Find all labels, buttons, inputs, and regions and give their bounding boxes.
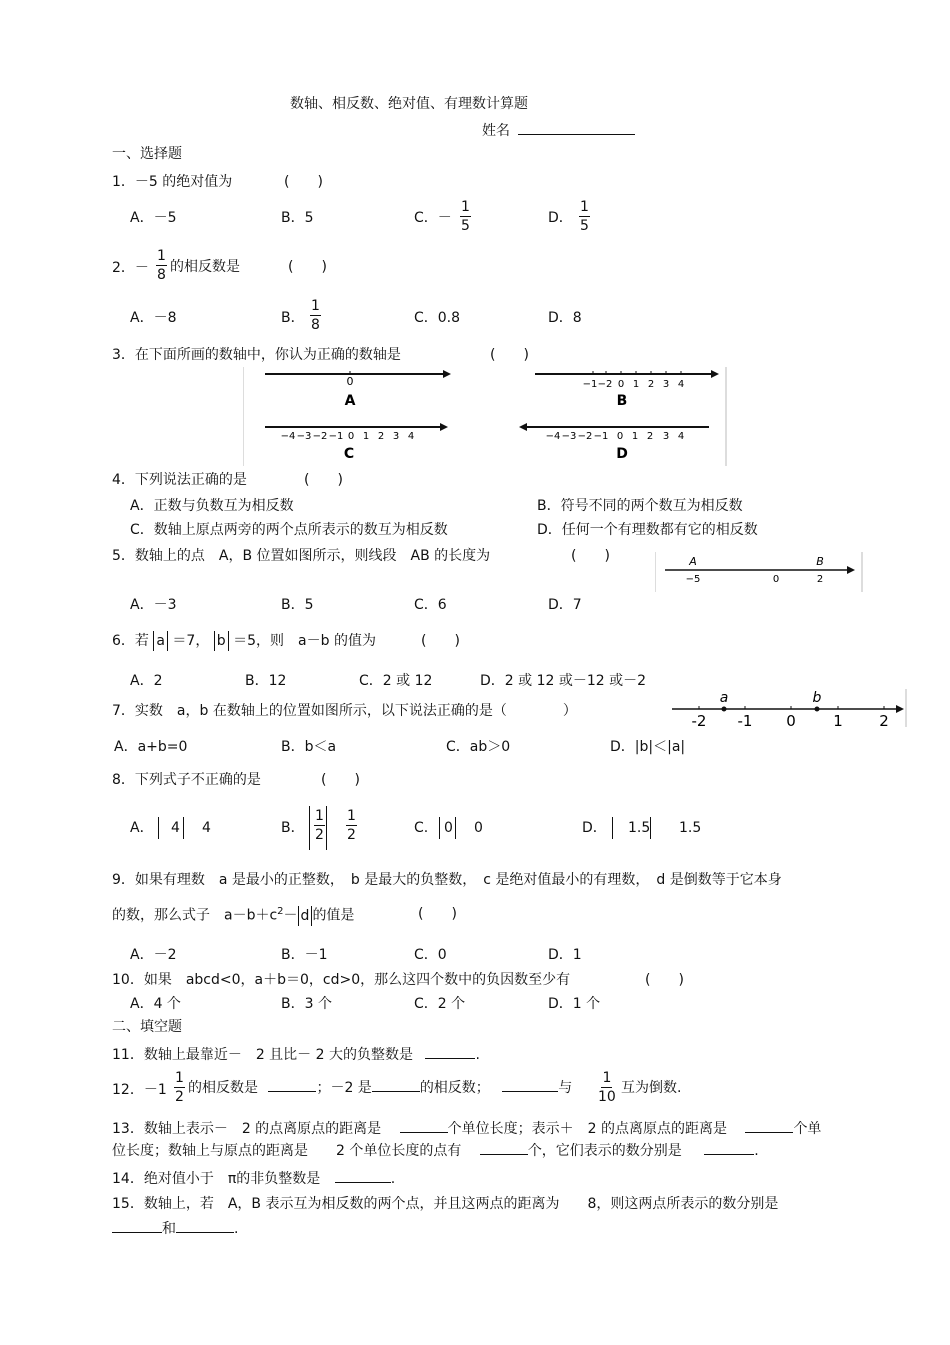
axis-c-letter: C: [343, 446, 355, 462]
q13-text: 个单位长度；表示＋ 2 的点离原点的距离是: [447, 1121, 727, 1137]
fraction-denominator: 5: [461, 218, 470, 234]
fraction-numerator: 1: [311, 298, 320, 314]
abs-bars: [153, 631, 168, 651]
q6-option-a: A．2: [130, 673, 163, 689]
q13-line1: [112, 1122, 821, 1136]
q14-stem: [112, 1172, 395, 1186]
axis-d-label: −2: [577, 431, 593, 442]
abs-bar: [650, 817, 651, 839]
q10-paren: ( ): [645, 972, 684, 988]
fraction-denominator: 8: [311, 317, 320, 333]
q5-paren: ( ): [571, 548, 610, 564]
abs-bar: [183, 817, 184, 839]
fraction-denominator: 8: [157, 267, 166, 283]
q13-blank-2[interactable]: [745, 1132, 793, 1133]
q12-fraction-2: [598, 1071, 616, 1104]
axis-c-label: 0: [347, 431, 355, 442]
axis-b-letter: B: [616, 393, 628, 409]
axis-c-label: 1: [362, 431, 370, 442]
name-label: [482, 124, 635, 138]
q6-var-b: b: [216, 633, 226, 649]
q6-option-d: D．2 或 12 或－12 或－2: [480, 673, 647, 689]
q11-blank[interactable]: [425, 1058, 475, 1059]
axis-c-label: −3: [296, 431, 312, 442]
axis-d-letter: D: [616, 446, 628, 462]
axis-c-label: 2: [377, 431, 385, 442]
tick-label: 2: [879, 712, 889, 727]
tick-label: 0: [772, 574, 780, 585]
q13-text: .: [754, 1143, 759, 1159]
q7-option-b: B．b＜a: [281, 739, 337, 755]
axis-b: [535, 370, 719, 378]
point-a-label: A: [689, 555, 697, 568]
tick-label: −5: [685, 574, 701, 585]
axis-b-label: −1: [582, 379, 598, 390]
axis-c-label: 3: [392, 431, 400, 442]
q8-option-b-fraction: [346, 809, 357, 842]
q2-option-c: C．0.8: [414, 310, 461, 326]
fraction-denominator: 5: [580, 218, 589, 234]
axis-c-label: −1: [328, 431, 344, 442]
q8-option-b-label: B．: [281, 820, 305, 836]
q3-number-lines-figure: [243, 367, 727, 466]
q4-option-c: C．数轴上原点两旁的两个点所表示的数互为相反数: [130, 522, 448, 538]
q10-option-a: A．4 个: [130, 996, 181, 1012]
q1-option-d: D．: [548, 210, 573, 226]
tick-label: 1: [833, 712, 843, 727]
q5-option-a: A．－3: [130, 597, 177, 613]
axis-d-label: 2: [646, 431, 654, 442]
q2-option-b: B．: [281, 310, 305, 326]
fraction-numerator: 1: [580, 199, 589, 215]
q9-option-c: C．0: [414, 947, 447, 963]
axis-c: [265, 423, 448, 431]
q13-text: 个单: [793, 1121, 822, 1137]
q3-paren: ( ): [490, 347, 529, 363]
fraction-denominator: 10: [598, 1089, 616, 1105]
abs-bar: [439, 817, 440, 839]
tick-label: 2: [816, 574, 824, 585]
q4-paren: ( ): [304, 472, 343, 488]
fraction-numerator: 1: [602, 1070, 612, 1086]
q5-stem: 5．数轴上的点 A，B 位置如图所示，则线段 AB 的长度为: [112, 548, 491, 564]
axis-d-label: 3: [662, 431, 670, 442]
q12-blank-2[interactable]: [372, 1091, 420, 1092]
q8-option-a-label: A．: [130, 820, 154, 836]
q13-line2: [112, 1144, 759, 1158]
q13-text: 13．数轴上表示－ 2 的点离原点的距离是: [112, 1121, 382, 1137]
axis-a: [265, 370, 451, 378]
abs-bar: [309, 806, 310, 850]
q8-paren: ( ): [321, 772, 360, 788]
abs-bars: [298, 906, 313, 926]
q6-stem: [112, 634, 376, 648]
q6-text: 6．若: [112, 633, 149, 649]
q2-option-b-fraction: [310, 299, 321, 332]
name-label-text: 姓名: [482, 123, 510, 139]
q4-option-d: D．任何一个有理数都有它的相反数: [537, 522, 758, 538]
q9-stem-line2: [112, 907, 354, 923]
q10-stem: 10．如果 abcd<0，a＋b＝0，cd>0，那么这四个数中的负因数至少有: [112, 972, 571, 988]
fraction-numerator: 1: [175, 1070, 184, 1086]
q9-option-d: D．1: [548, 947, 582, 963]
q3-stem: 3．在下面所画的数轴中，你认为正确的数轴是: [112, 347, 401, 363]
q12-end: 互为倒数.: [621, 1080, 682, 1096]
q1-option-c-fraction: [460, 200, 471, 233]
q9-text: －: [283, 907, 298, 924]
q5-number-line-figure: [655, 552, 863, 592]
tick-label: -2: [691, 712, 707, 727]
axis-d-label: −1: [593, 431, 609, 442]
q8-option-c-label: C.: [414, 820, 429, 836]
q7-option-c: C．ab＞0: [446, 739, 511, 755]
q13-text: 个，它们表示的数分别是: [527, 1143, 682, 1159]
q8-option-b-fraction-inner: [314, 809, 325, 842]
q12-stem: [188, 1081, 572, 1095]
q9-paren: ( ): [418, 906, 457, 922]
q12-prefix: 12．－1: [112, 1082, 167, 1098]
tick-label: 0: [786, 712, 796, 727]
q15-line2: [112, 1222, 238, 1236]
q15-end: .: [234, 1221, 239, 1237]
q13-blank-3[interactable]: [480, 1154, 528, 1155]
axis-b-label: 3: [662, 379, 670, 390]
q1-option-b: B．5: [281, 210, 314, 226]
axis-c-label: −4: [280, 431, 296, 442]
q13-blank-1[interactable]: [400, 1132, 448, 1133]
q11-end: .: [475, 1047, 480, 1063]
fraction-numerator: 1: [347, 808, 356, 824]
q12-text: 的相反数；: [419, 1080, 490, 1096]
q2-stem-prefix: 2．－: [112, 260, 149, 276]
q15-line1: 15．数轴上，若 A，B 表示互为相反数的两个点，并且这两点的距离为 8，则这两点所表示的数分别是: [112, 1196, 779, 1212]
q8-option-a-inner: 4: [171, 820, 180, 836]
q7-stem: 7．实数 a，b 在数轴上的位置如图所示，以下说法正确的是（ ）: [112, 703, 577, 719]
q7-option-a: A．a+b=0: [114, 739, 188, 755]
abs-bar: [158, 817, 159, 839]
axis-d-label: 4: [677, 431, 685, 442]
q15-text: 和: [162, 1221, 176, 1237]
fraction-numerator: 1: [315, 808, 324, 824]
abs-bar: [455, 817, 456, 839]
q14-blank[interactable]: [335, 1182, 391, 1183]
fraction-denominator: 2: [315, 827, 324, 843]
axis-a-label: 0: [346, 375, 354, 388]
axis-b-label: −2: [597, 379, 613, 390]
q8-option-a-value: 4: [202, 820, 211, 836]
q2-fraction: [156, 249, 167, 282]
q2-option-d: D．8: [548, 310, 582, 326]
q9-stem-line1: 9．如果有理数 a 是最小的正整数， b 是最大的负整数， c 是绝对值最小的有理数， d 是倒数等于它本身: [112, 872, 782, 888]
q13-blank-4[interactable]: [704, 1154, 754, 1155]
axis-b-label: 1: [632, 379, 640, 390]
q8-option-d-value: 1.5: [679, 820, 702, 836]
axis-c-label: 4: [407, 431, 415, 442]
fraction-denominator: 2: [175, 1089, 184, 1105]
q6-text: ＝5，则 a－b 的值为: [233, 633, 376, 649]
q10-option-b: B．3 个: [281, 996, 332, 1012]
fraction-numerator: 1: [157, 248, 166, 264]
fraction-denominator: 2: [347, 827, 356, 843]
q1-option-c: C．－: [414, 210, 452, 226]
q6-text: ＝7，: [172, 633, 210, 649]
q9-text: 的数，那么式子 a－b＋c: [112, 907, 278, 924]
axis-d-label: 0: [616, 431, 624, 442]
q6-option-b: B．12: [245, 673, 287, 689]
point-a-label: a: [719, 690, 729, 706]
q10-option-d: D．1 个: [548, 996, 601, 1012]
point-b-label: b: [812, 690, 822, 706]
section-fill: 二、填空题: [112, 1019, 182, 1035]
q14-text: 14．绝对值小于 π的非负整数是: [112, 1171, 321, 1187]
abs-bars: [214, 631, 229, 651]
axis-b-label: 2: [647, 379, 655, 390]
q6-var-a: a: [156, 633, 165, 649]
q9-text: 的值是: [312, 907, 355, 924]
q10-option-c: C．2 个: [414, 996, 466, 1012]
q12-blank-1[interactable]: [268, 1091, 316, 1092]
q4-option-a: A．正数与负数互为相反数: [130, 498, 294, 514]
point-b-label: B: [816, 555, 824, 568]
q1-option-d-fraction: [579, 200, 590, 233]
section-choice: 一、选择题: [112, 146, 182, 162]
q8-option-d-label: D．: [582, 820, 607, 836]
q5-option-d: D．7: [548, 597, 582, 613]
q5-option-b: B．5: [281, 597, 314, 613]
axis-b-label: 4: [677, 379, 685, 390]
fraction-numerator: 1: [461, 199, 470, 215]
axis-d-label: −3: [561, 431, 577, 442]
q12-blank-3[interactable]: [502, 1091, 558, 1092]
q14-end: .: [390, 1171, 396, 1187]
q1-stem: 1．－5 的绝对值为: [112, 174, 233, 190]
axis-d-label: −4: [545, 431, 561, 442]
q12-text: 的相反数是: [188, 1080, 258, 1096]
tick-label: -1: [737, 712, 753, 727]
name-blank[interactable]: [518, 134, 635, 135]
q13-text: 位长度；数轴上与原点的距离是 2 个单位长度的点有: [112, 1143, 462, 1159]
q9-option-a: A．－2: [130, 947, 177, 963]
axis-b-label: 0: [617, 379, 625, 390]
q9-exponent: 2: [277, 906, 284, 917]
q8-stem: 8．下列式子不正确的是: [112, 772, 261, 788]
q5-option-c: C．6: [414, 597, 447, 613]
q15-blank-1[interactable]: [112, 1232, 162, 1233]
q6-option-c: C．2 或 12: [359, 673, 433, 689]
q6-paren: ( ): [421, 633, 460, 649]
q1-option-a: A．－5: [130, 210, 177, 226]
q4-stem: 4．下列说法正确的是: [112, 472, 247, 488]
q4-option-b: B．符号不同的两个数互为相反数: [537, 498, 743, 514]
q12-fraction: [174, 1071, 185, 1104]
q2-option-a: A．－8: [130, 310, 177, 326]
q11-stem: [112, 1048, 480, 1062]
q9-var-d: d: [300, 907, 310, 924]
q9-option-b: B．－1: [281, 947, 328, 963]
q8-option-c-inner: 0: [444, 820, 453, 836]
q11-text: 11．数轴上最靠近－ 2 且比－ 2 大的负整数是: [112, 1047, 413, 1063]
axis-a-letter: A: [344, 393, 356, 409]
q8-option-d-inner: 1.5: [628, 820, 651, 836]
q12-text: 与: [558, 1080, 573, 1096]
q2-paren: ( ): [288, 259, 327, 275]
axis-d-label: 1: [631, 431, 639, 442]
q8-option-c-value: 0: [474, 820, 483, 836]
q12-text: ；－2 是: [316, 1080, 372, 1096]
q1-paren: ( ): [284, 174, 323, 190]
page-title: 数轴、相反数、绝对值、有理数计算题: [290, 96, 528, 112]
q7-option-d: D．|b|＜|a|: [610, 739, 686, 755]
q7-number-line-figure: [670, 689, 908, 727]
q15-blank-2[interactable]: [176, 1232, 234, 1233]
abs-bar: [326, 806, 327, 850]
axis-d: [519, 423, 709, 431]
abs-bar: [612, 817, 613, 839]
axis-c-label: −2: [312, 431, 328, 442]
q2-stem: 的相反数是: [170, 259, 240, 275]
